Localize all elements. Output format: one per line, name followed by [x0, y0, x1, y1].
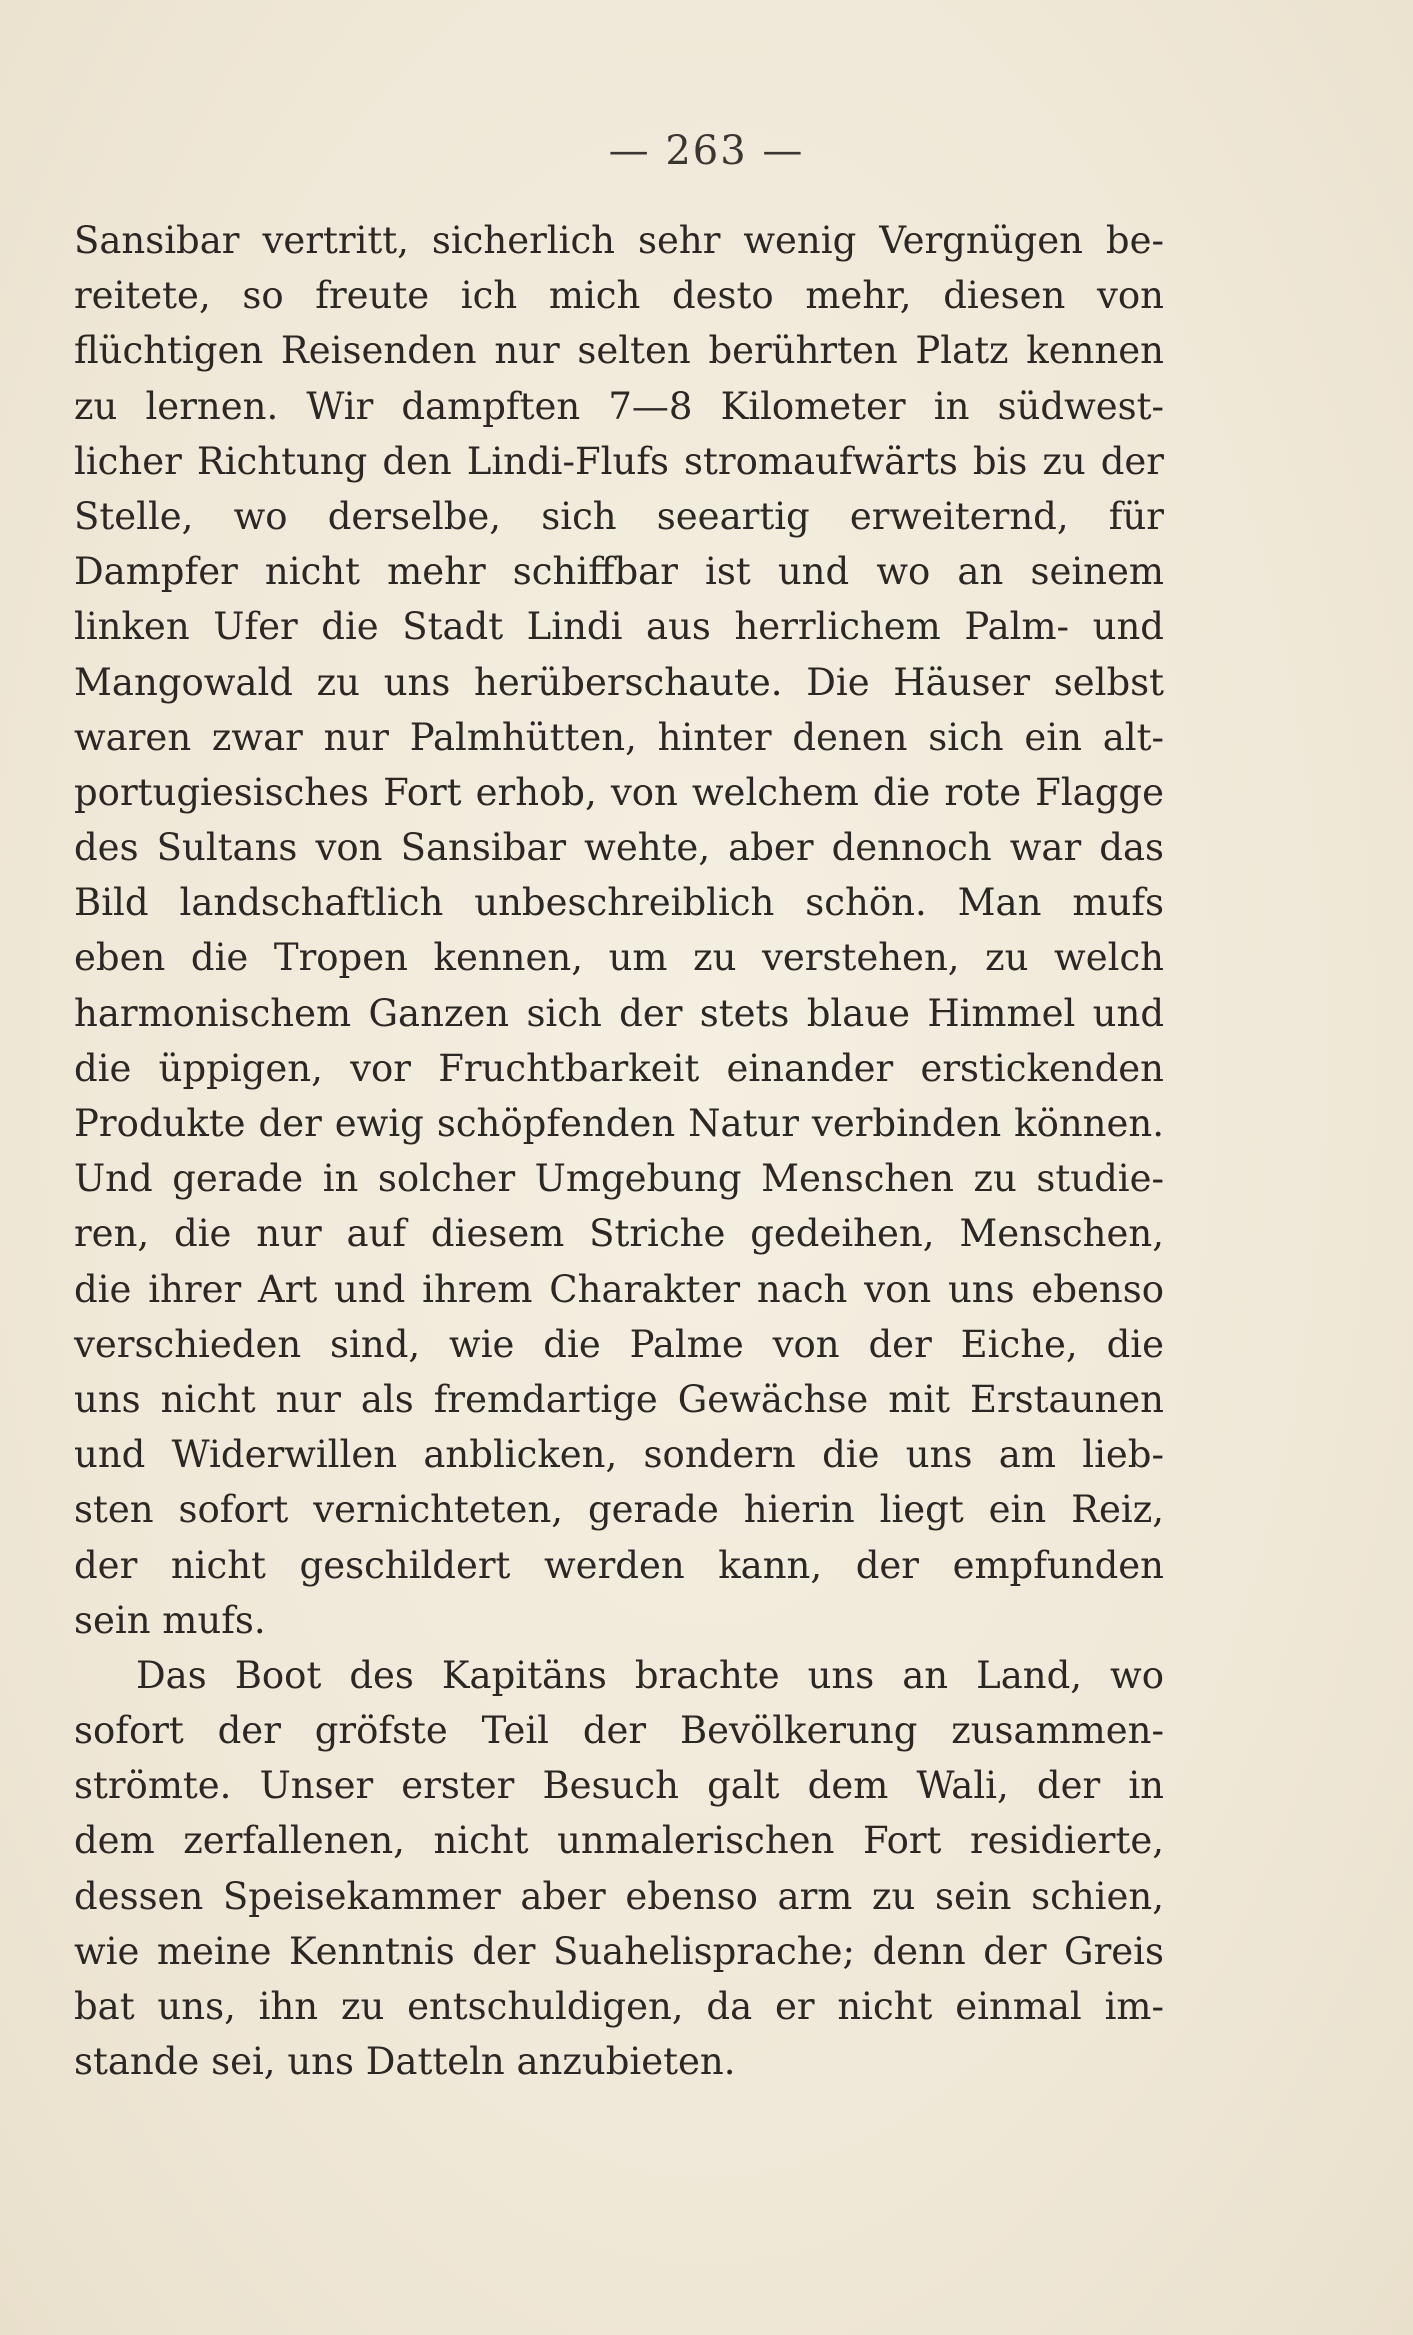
text-line: ren, die nur auf diesem Striche gedeihen, Menschen,	[74, 1212, 1164, 1256]
page-number: — 263 —	[608, 128, 805, 174]
text-line: Dampfer nicht mehr schiffbar ist und wo an seinem	[74, 550, 1164, 594]
text-line: zu lernen. Wir dampften 7—8 Kilometer in südwest-	[74, 384, 1164, 428]
text-line: uns nicht nur als fremdartige Gewächse mit Erstaunen	[74, 1377, 1164, 1421]
text-line: licher Richtung den Lindi-Flufs stromaufwärts bis zu der	[74, 439, 1164, 483]
text-line: linken Ufer die Stadt Lindi aus herrlichem Palm- und	[74, 605, 1164, 649]
text-line: reitete, so freute ich mich desto mehr, diesen von	[74, 274, 1164, 318]
text-line: Und gerade in solcher Umgebung Menschen zu studie-	[74, 1157, 1164, 1201]
text-line: strömte. Unser erster Besuch galt dem Wali, der in	[74, 1764, 1164, 1808]
text-line: Sansibar vertritt, sicherlich sehr wenig Vergnügen be-	[74, 219, 1164, 262]
text-line: Mangowald zu uns herüberschaute. Die Häuser selbst	[74, 660, 1164, 704]
text-line: portugiesisches Fort erhob, von welchem die rote Flagge	[74, 770, 1164, 814]
text-line: dessen Speisekammer aber ebenso arm zu sein schien,	[74, 1874, 1164, 1918]
text-line: verschieden sind, wie die Palme von der Eiche, die	[74, 1322, 1164, 1366]
text-line: harmonischem Ganzen sich der stets blaue Himmel und	[74, 991, 1164, 1035]
text-line: der nicht geschildert werden kann, der empfunden	[74, 1543, 1164, 1587]
text-line: waren zwar nur Palmhütten, hinter denen sich ein alt-	[74, 715, 1164, 759]
text-line: dem zerfallenen, nicht unmalerischen Fort residierte,	[74, 1819, 1164, 1863]
paragraph-start-line: Das Boot des Kapitäns brachte uns an Land, wo	[136, 1653, 1164, 1697]
text-line: bat uns, ihn zu entschuldigen, da er nicht einmal im-	[74, 1985, 1164, 2028]
body-text	[74, 213, 1164, 2089]
paragraph-end-line: stande sei, uns Datteln anzubieten.	[74, 2040, 736, 2084]
text-line: flüchtigen Reisenden nur selten berührten Platz kennen	[74, 329, 1164, 373]
text-line: eben die Tropen kennen, um zu verstehen, zu welch	[74, 936, 1164, 980]
text-line: Stelle, wo derselbe, sich seeartig erweiternd, für	[74, 494, 1164, 538]
text-line: die ihrer Art und ihrem Charakter nach von uns ebenso	[74, 1267, 1164, 1311]
text-line: Produkte der ewig schöpfenden Natur verbinden können.	[74, 1102, 1164, 1145]
paragraph-end-line: sein mufs.	[74, 1598, 266, 1642]
text-line: wie meine Kenntnis der Suahelisprache; denn der Greis	[74, 1929, 1164, 1973]
text-line: Bild landschaftlich unbeschreiblich schön. Man mufs	[74, 881, 1164, 925]
text-line: sten sofort vernichteten, gerade hierin liegt ein Reiz,	[74, 1488, 1164, 1532]
text-line: die üppigen, vor Fruchtbarkeit einander erstickenden	[74, 1046, 1164, 1090]
text-line: sofort der gröfste Teil der Bevölkerung zusammen-	[74, 1709, 1164, 1753]
text-line: des Sultans von Sansibar wehte, aber dennoch war das	[74, 826, 1164, 870]
text-line: und Widerwillen anblicken, sondern die uns am lieb-	[74, 1433, 1164, 1477]
